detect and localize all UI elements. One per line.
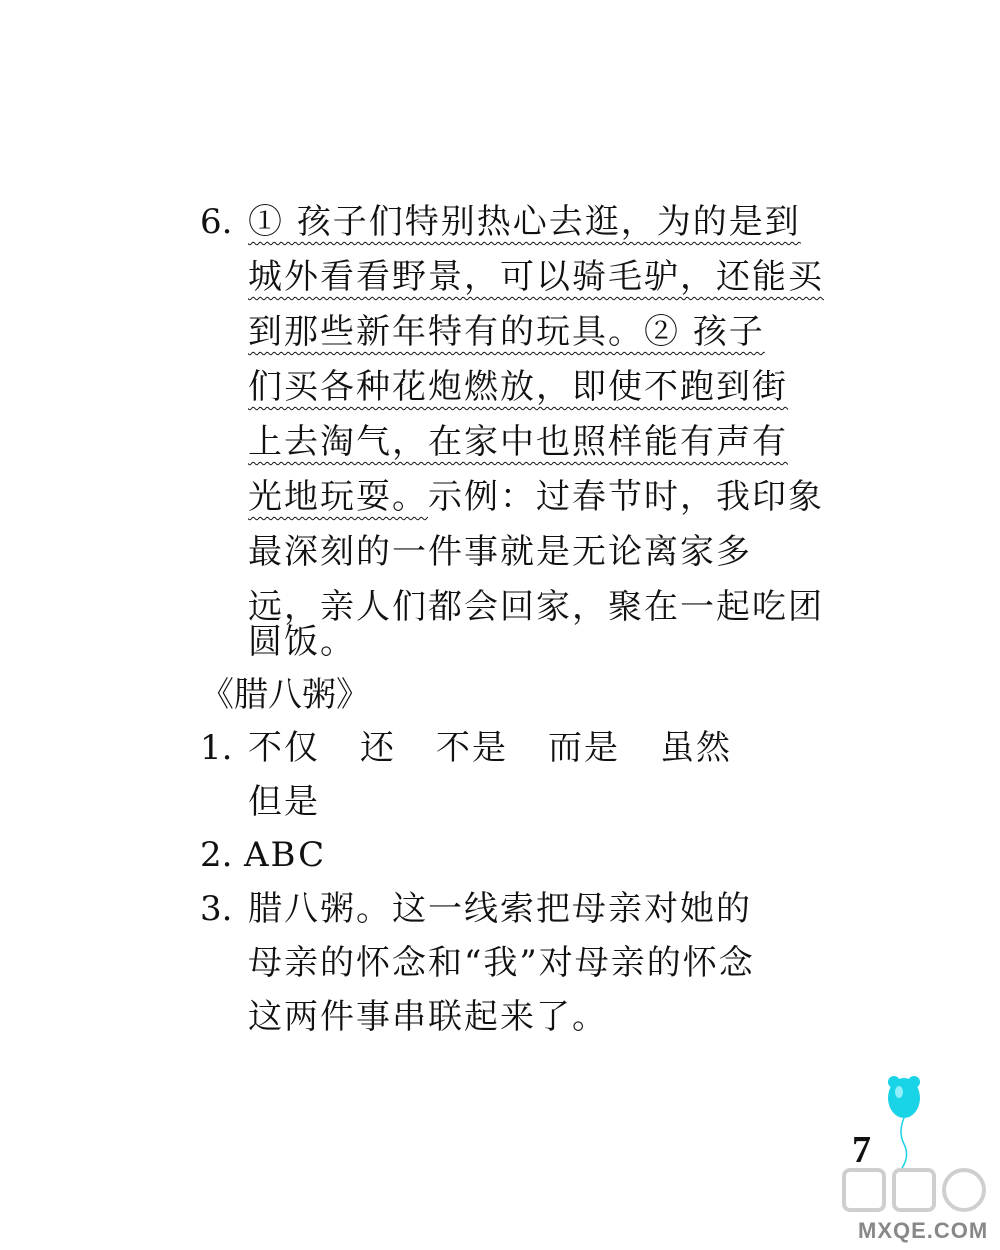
q6-line-8: 远，亲人们都会回家，聚在一起吃团 (248, 587, 824, 627)
q3-line-2: 母亲的怀念和“我”对母亲的怀念 (248, 943, 755, 983)
q6-line-6 (248, 477, 824, 517)
q1-word-4: 而是 (548, 728, 620, 768)
q3-number: 3. (200, 889, 233, 929)
q6-line-7: 最深刻的一件事就是无论离家多 (248, 532, 752, 572)
q6-line-6-rest: 示例：过春节时，我印象 (428, 477, 824, 517)
q1-continuation: 但是 (248, 782, 320, 822)
q6-line-3: 到那些新年特有的玩具。② 孩子 (248, 312, 765, 352)
q1-word-1: 不仅 (248, 728, 320, 768)
q6-line-6-underlined: 光地玩耍。 (248, 477, 428, 517)
q3-line-1: 腊八粥。这一线索把母亲对她的 (248, 889, 752, 929)
q1-answer-words (248, 728, 772, 768)
page-number: 7 (852, 1129, 871, 1171)
q6-line-9: 圆饭。 (248, 622, 356, 662)
watermark-text: MXQE.COM (858, 1218, 989, 1243)
section-title: 《腊八粥》 (200, 675, 370, 715)
q6-line-2: 城外看看野景，可以骑毛驴，还能买 (248, 257, 824, 297)
q1-number: 1. (200, 728, 233, 768)
watermark-logo-icon (840, 1160, 990, 1220)
q1-word-2: 还 (360, 728, 396, 768)
q6-line-5: 上去淘气，在家中也照样能有声有 (248, 422, 788, 462)
q1-word-3: 不是 (436, 728, 508, 768)
q3-line-3: 这两件事串联起来了。 (248, 997, 608, 1037)
q6-line-1: ① 孩子们特别热心去逛，为的是到 (248, 202, 801, 242)
q6-line-4: 们买各种花炮燃放，即使不跑到街 (248, 367, 788, 407)
q2-number: 2. (200, 835, 233, 875)
q6-number: 6. (200, 202, 233, 242)
q1-word-5: 虽然 (660, 728, 732, 768)
q2-answer: ABC (244, 835, 327, 875)
balloon-icon (882, 1072, 926, 1168)
